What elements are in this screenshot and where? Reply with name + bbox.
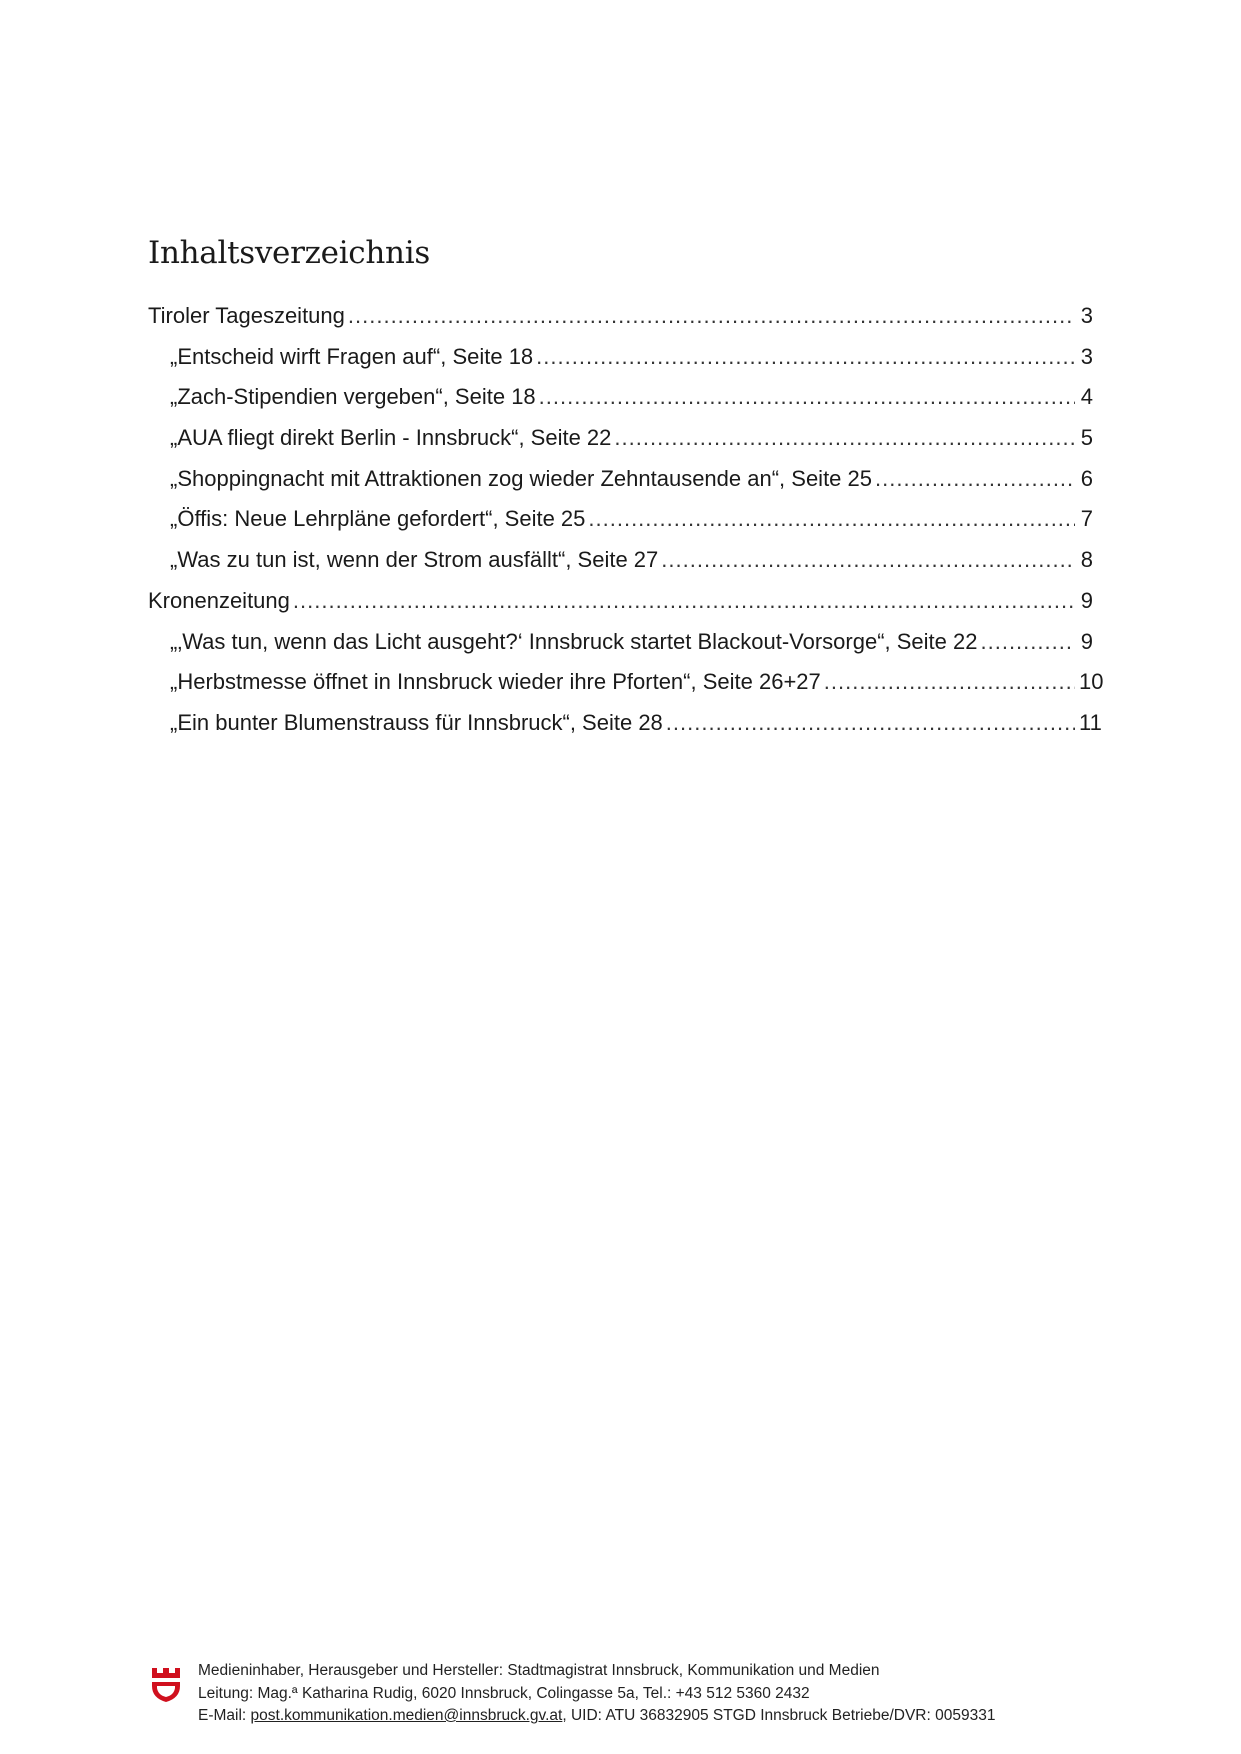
toc-article-entry[interactable]	[148, 344, 1093, 385]
toc-article-entry[interactable]	[148, 425, 1093, 466]
footer-email-label: E-Mail:	[198, 1707, 251, 1724]
footer-management-line: Leitung: Mag.ª Katharina Rudig, 6020 Innsbruck, Colingasse 5a, Tel.: +43 512 5360 2432	[198, 1684, 810, 1702]
toc-dot-leader	[666, 710, 1075, 736]
toc-page-number: 9	[1080, 587, 1093, 613]
footer-imprint	[198, 1660, 995, 1728]
footer-publisher-line: Medieninhaber, Herausgeber und Hersteller: Stadtmagistrat Innsbruck, Kommunikation und Medien	[198, 1662, 880, 1679]
toc-entry-title: „Herbstmesse öffnet in Innsbruck wieder ihre Pforten“, Seite 26+27	[170, 669, 821, 695]
toc-dot-leader	[539, 384, 1075, 410]
footer-registration-info: , UID: ATU 36832905 STGD Innsbruck Betriebe/DVR: 0059331	[562, 1707, 996, 1724]
toc-article-entry[interactable]	[148, 547, 1093, 588]
table-of-contents	[148, 303, 1104, 751]
toc-entry-title: „Zach-Stipendien vergeben“, Seite 18	[170, 384, 536, 410]
toc-dot-leader	[536, 344, 1075, 370]
toc-article-entry[interactable]	[148, 669, 1104, 710]
toc-page-number: 7	[1080, 506, 1093, 532]
toc-entry-title: „Was zu tun ist, wenn der Strom ausfällt“, Seite 27	[170, 547, 659, 573]
toc-page-number: 6	[1080, 465, 1093, 491]
toc-heading: Inhaltsverzeichnis	[148, 235, 430, 271]
toc-article-entry[interactable]	[148, 466, 1093, 507]
toc-page-number: 9	[1080, 628, 1093, 654]
toc-article-entry[interactable]	[148, 709, 1102, 751]
toc-dot-leader	[348, 303, 1075, 329]
toc-entry-title: „Ein bunter Blumenstrauss für Innsbruck“, Seite 28	[170, 709, 663, 735]
toc-dot-leader	[824, 669, 1075, 695]
toc-entry-title: „‚Was tun, wenn das Licht ausgeht?‘ Innsbruck startet Blackout-Vorsorge“, Seite 22	[170, 628, 978, 654]
toc-page-number: 11	[1079, 709, 1102, 735]
toc-entry-title: Kronenzeitung	[148, 587, 290, 613]
toc-section-entry[interactable]	[148, 303, 1093, 344]
toc-entry-title: „Shoppingnacht mit Attraktionen zog wieder Zehntausende an“, Seite 25	[170, 465, 873, 491]
toc-page-number: 10	[1079, 669, 1104, 695]
innsbruck-city-logo-icon	[150, 1664, 182, 1708]
page-footer	[150, 1660, 1110, 1730]
toc-entry-title: „Öffis: Neue Lehrpläne gefordert“, Seite 25	[170, 506, 586, 532]
toc-dot-leader	[875, 466, 1075, 492]
toc-dot-leader	[661, 547, 1075, 573]
toc-page-number: 5	[1080, 425, 1093, 451]
toc-dot-leader	[614, 425, 1075, 451]
toc-dot-leader	[981, 629, 1076, 655]
toc-entry-title: „AUA fliegt direkt Berlin - Innsbruck“, Seite 22	[170, 425, 612, 451]
toc-dot-leader	[588, 506, 1075, 532]
toc-entry-title: Tiroler Tageszeitung	[148, 303, 345, 328]
toc-dot-leader	[293, 588, 1075, 614]
toc-section-entry[interactable]	[148, 588, 1093, 629]
toc-page-number: 4	[1080, 384, 1093, 410]
toc-page-number: 3	[1080, 343, 1093, 369]
toc-entry-title: „Entscheid wirft Fragen auf“, Seite 18	[170, 343, 534, 369]
footer-email-link[interactable]: post.kommunikation.medien@innsbruck.gv.at	[250, 1707, 563, 1724]
toc-page-number: 8	[1080, 547, 1093, 573]
footer-contact-line	[198, 1705, 995, 1728]
toc-article-entry[interactable]	[148, 629, 1093, 670]
toc-article-entry[interactable]	[148, 506, 1093, 547]
toc-page-number: 3	[1080, 303, 1093, 328]
toc-article-entry[interactable]	[148, 384, 1093, 425]
